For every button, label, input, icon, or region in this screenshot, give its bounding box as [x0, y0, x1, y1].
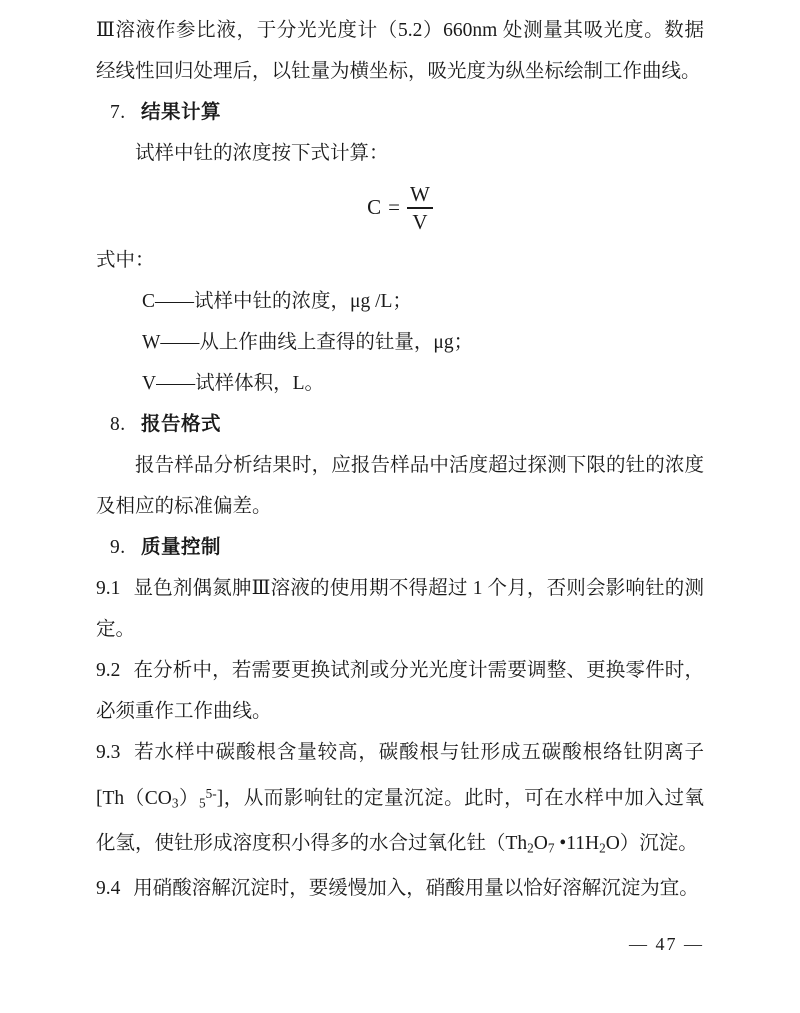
section-heading-8	[96, 404, 704, 445]
section-heading-9	[96, 527, 704, 568]
item-text-9-3-part3: ]，从而影响钍的定量沉淀。此时，可在水样中加入过氧化氢，使钍形成溶度积小得多的水合过氧化钍（Th	[96, 787, 704, 855]
item-sub-9-3-3: 2	[527, 840, 534, 856]
section-number-7: 7.	[110, 102, 126, 123]
formula-legend-intro: 式中：	[96, 249, 155, 271]
item-label-9-3: 9.3	[96, 741, 121, 763]
section-title-7: 结果计算	[141, 102, 222, 123]
intro-paragraph: Ⅲ溶液作参比液，于分光光度计（5.2）660nm 处测量其吸光度。数据经线性回归处理后，以钍量为横坐标，吸光度为纵坐标绘制工作曲线。	[96, 20, 704, 82]
definition-item-w: W——从上作曲线上查得的钍量，μg；	[142, 331, 474, 353]
section9-item-9-3	[96, 732, 704, 869]
item-text-9-2: 在分析中，若需要更换试剂或分光光度计需要调整、更换零件时，必须重作工作曲线。	[96, 659, 704, 722]
section-title-9: 质量控制	[141, 536, 222, 558]
formula-left-symbol: C	[367, 195, 382, 220]
item-text-9-3-part2: ）	[178, 787, 200, 809]
formula-definition-list	[96, 281, 704, 404]
section9-item-9-4	[96, 868, 704, 909]
section7-paragraph-1: 试样中钍的浓度按下式计算：	[135, 143, 389, 164]
item-text-9-3-part6: O）沉淀。	[605, 833, 698, 855]
concentration-formula	[367, 182, 433, 234]
item-text-9-3-part4: O	[533, 833, 548, 855]
item-sup-9-3-2: 5-	[205, 785, 217, 801]
section-number-8: 8.	[110, 413, 126, 435]
item-text-9-3-part5: •11H	[554, 833, 600, 855]
item-label-9-2: 9.2	[96, 659, 121, 681]
page-number: — 47 —	[629, 934, 704, 954]
formula-numerator: W	[410, 182, 430, 206]
formula-denominator: V	[412, 209, 428, 234]
section-title-8: 报告格式	[141, 413, 222, 435]
item-label-9-4: 9.4	[96, 878, 121, 900]
item-text-9-3-part1: 若水样中碳酸根含量较高，碳酸根与钍形成五碳酸根络钍阴离子[Th（CO	[96, 741, 704, 809]
item-sub-9-3-1: 3	[171, 795, 179, 811]
formula-equals-sign: =	[388, 195, 401, 220]
formula-fraction	[407, 182, 433, 234]
formula-block	[96, 182, 704, 234]
item-sub-9-3-2: 5	[199, 795, 206, 811]
section9-item-9-1	[96, 568, 704, 650]
item-sub-9-3-4: 7	[547, 840, 555, 856]
section9-item-9-2	[96, 650, 704, 732]
section-number-9: 9.	[110, 536, 126, 558]
item-sub-9-3-5: 2	[599, 840, 606, 856]
page-footer	[0, 934, 800, 955]
section8-paragraph-1: 报告样品分析结果时，应报告样品中活度超过探测下限的钍的浓度及相应的标准偏差。	[96, 454, 704, 517]
item-label-9-1: 9.1	[96, 577, 121, 599]
item-text-9-1: 显色剂偶氮胂Ⅲ溶液的使用期不得超过 1 个月，否则会影响钍的测定。	[96, 577, 704, 640]
item-text-9-4: 用硝酸溶解沉淀时，要缓慢加入，硝酸用量以恰好溶解沉淀为宜。	[133, 878, 699, 900]
section-heading-7	[96, 92, 704, 133]
definition-item-c: C——试样中钍的浓度，μg /L；	[142, 290, 412, 312]
definition-item-v: V——试样体积，L。	[142, 372, 324, 394]
